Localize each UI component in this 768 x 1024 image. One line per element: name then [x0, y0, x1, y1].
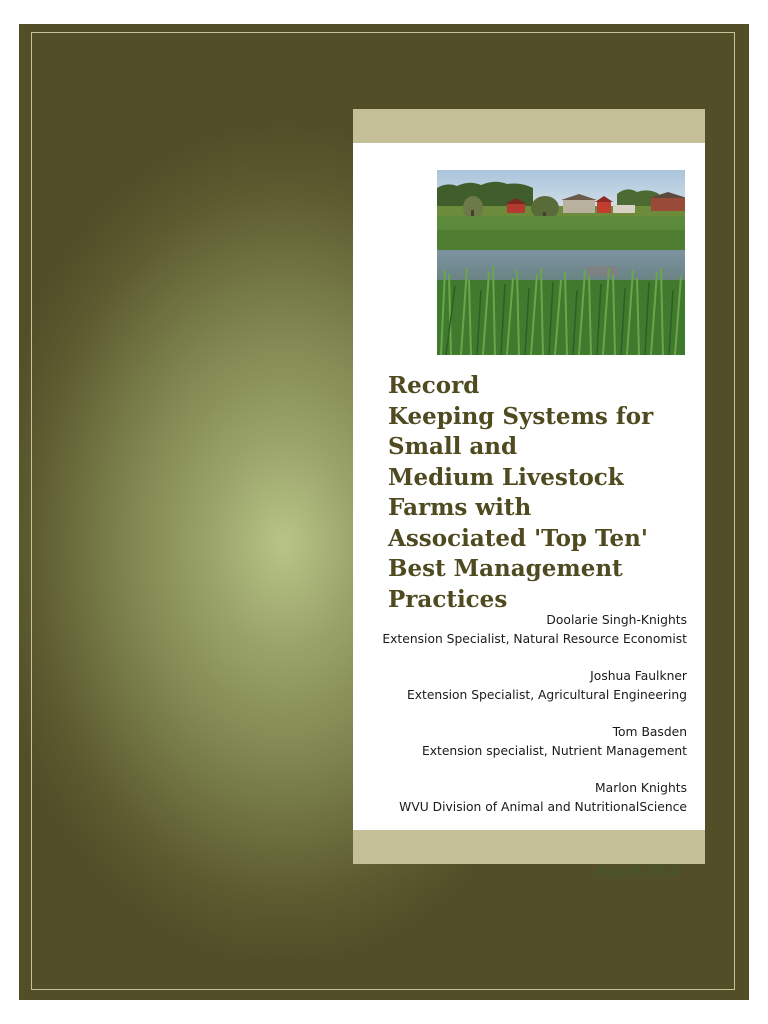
panel-bottom-band — [353, 830, 705, 864]
farm-pond-photo — [437, 170, 685, 355]
author-entry — [357, 667, 687, 705]
title-line: Keeping Systems for — [388, 402, 654, 430]
author-name: Tom Basden — [612, 725, 687, 739]
author-role: Extension specialist, Nutrient Management — [421, 744, 687, 758]
title-line: Medium Livestock — [388, 463, 624, 491]
cover-background — [19, 24, 749, 1000]
title-line: Associated 'Top Ten' — [388, 524, 648, 552]
title-line: Record — [388, 372, 480, 399]
author-entry — [357, 723, 687, 761]
author-role: WVU Division of Animal and NutritionalScience — [399, 800, 687, 814]
author-entry — [357, 779, 687, 817]
title-line: Small and — [388, 433, 518, 460]
panel-top-band — [353, 109, 705, 143]
farm-pond-image — [437, 170, 685, 355]
title-line: Farms with — [388, 494, 532, 521]
author-entry — [357, 611, 687, 649]
publication-date: August 2011 — [597, 864, 680, 879]
title-line: Practices — [388, 585, 508, 613]
document-title — [388, 371, 688, 615]
title-panel — [353, 109, 705, 864]
author-role: Extension Specialist, Agricultural Engineering — [406, 688, 687, 702]
author-role: Extension Specialist, Natural Resource Economist — [382, 632, 687, 646]
title-line: Best Management — [388, 555, 623, 582]
author-name: Joshua Faulkner — [590, 669, 687, 683]
author-list — [357, 611, 687, 835]
author-name: Doolarie Singh-Knights — [546, 613, 687, 627]
author-name: Marlon Knights — [595, 781, 687, 795]
